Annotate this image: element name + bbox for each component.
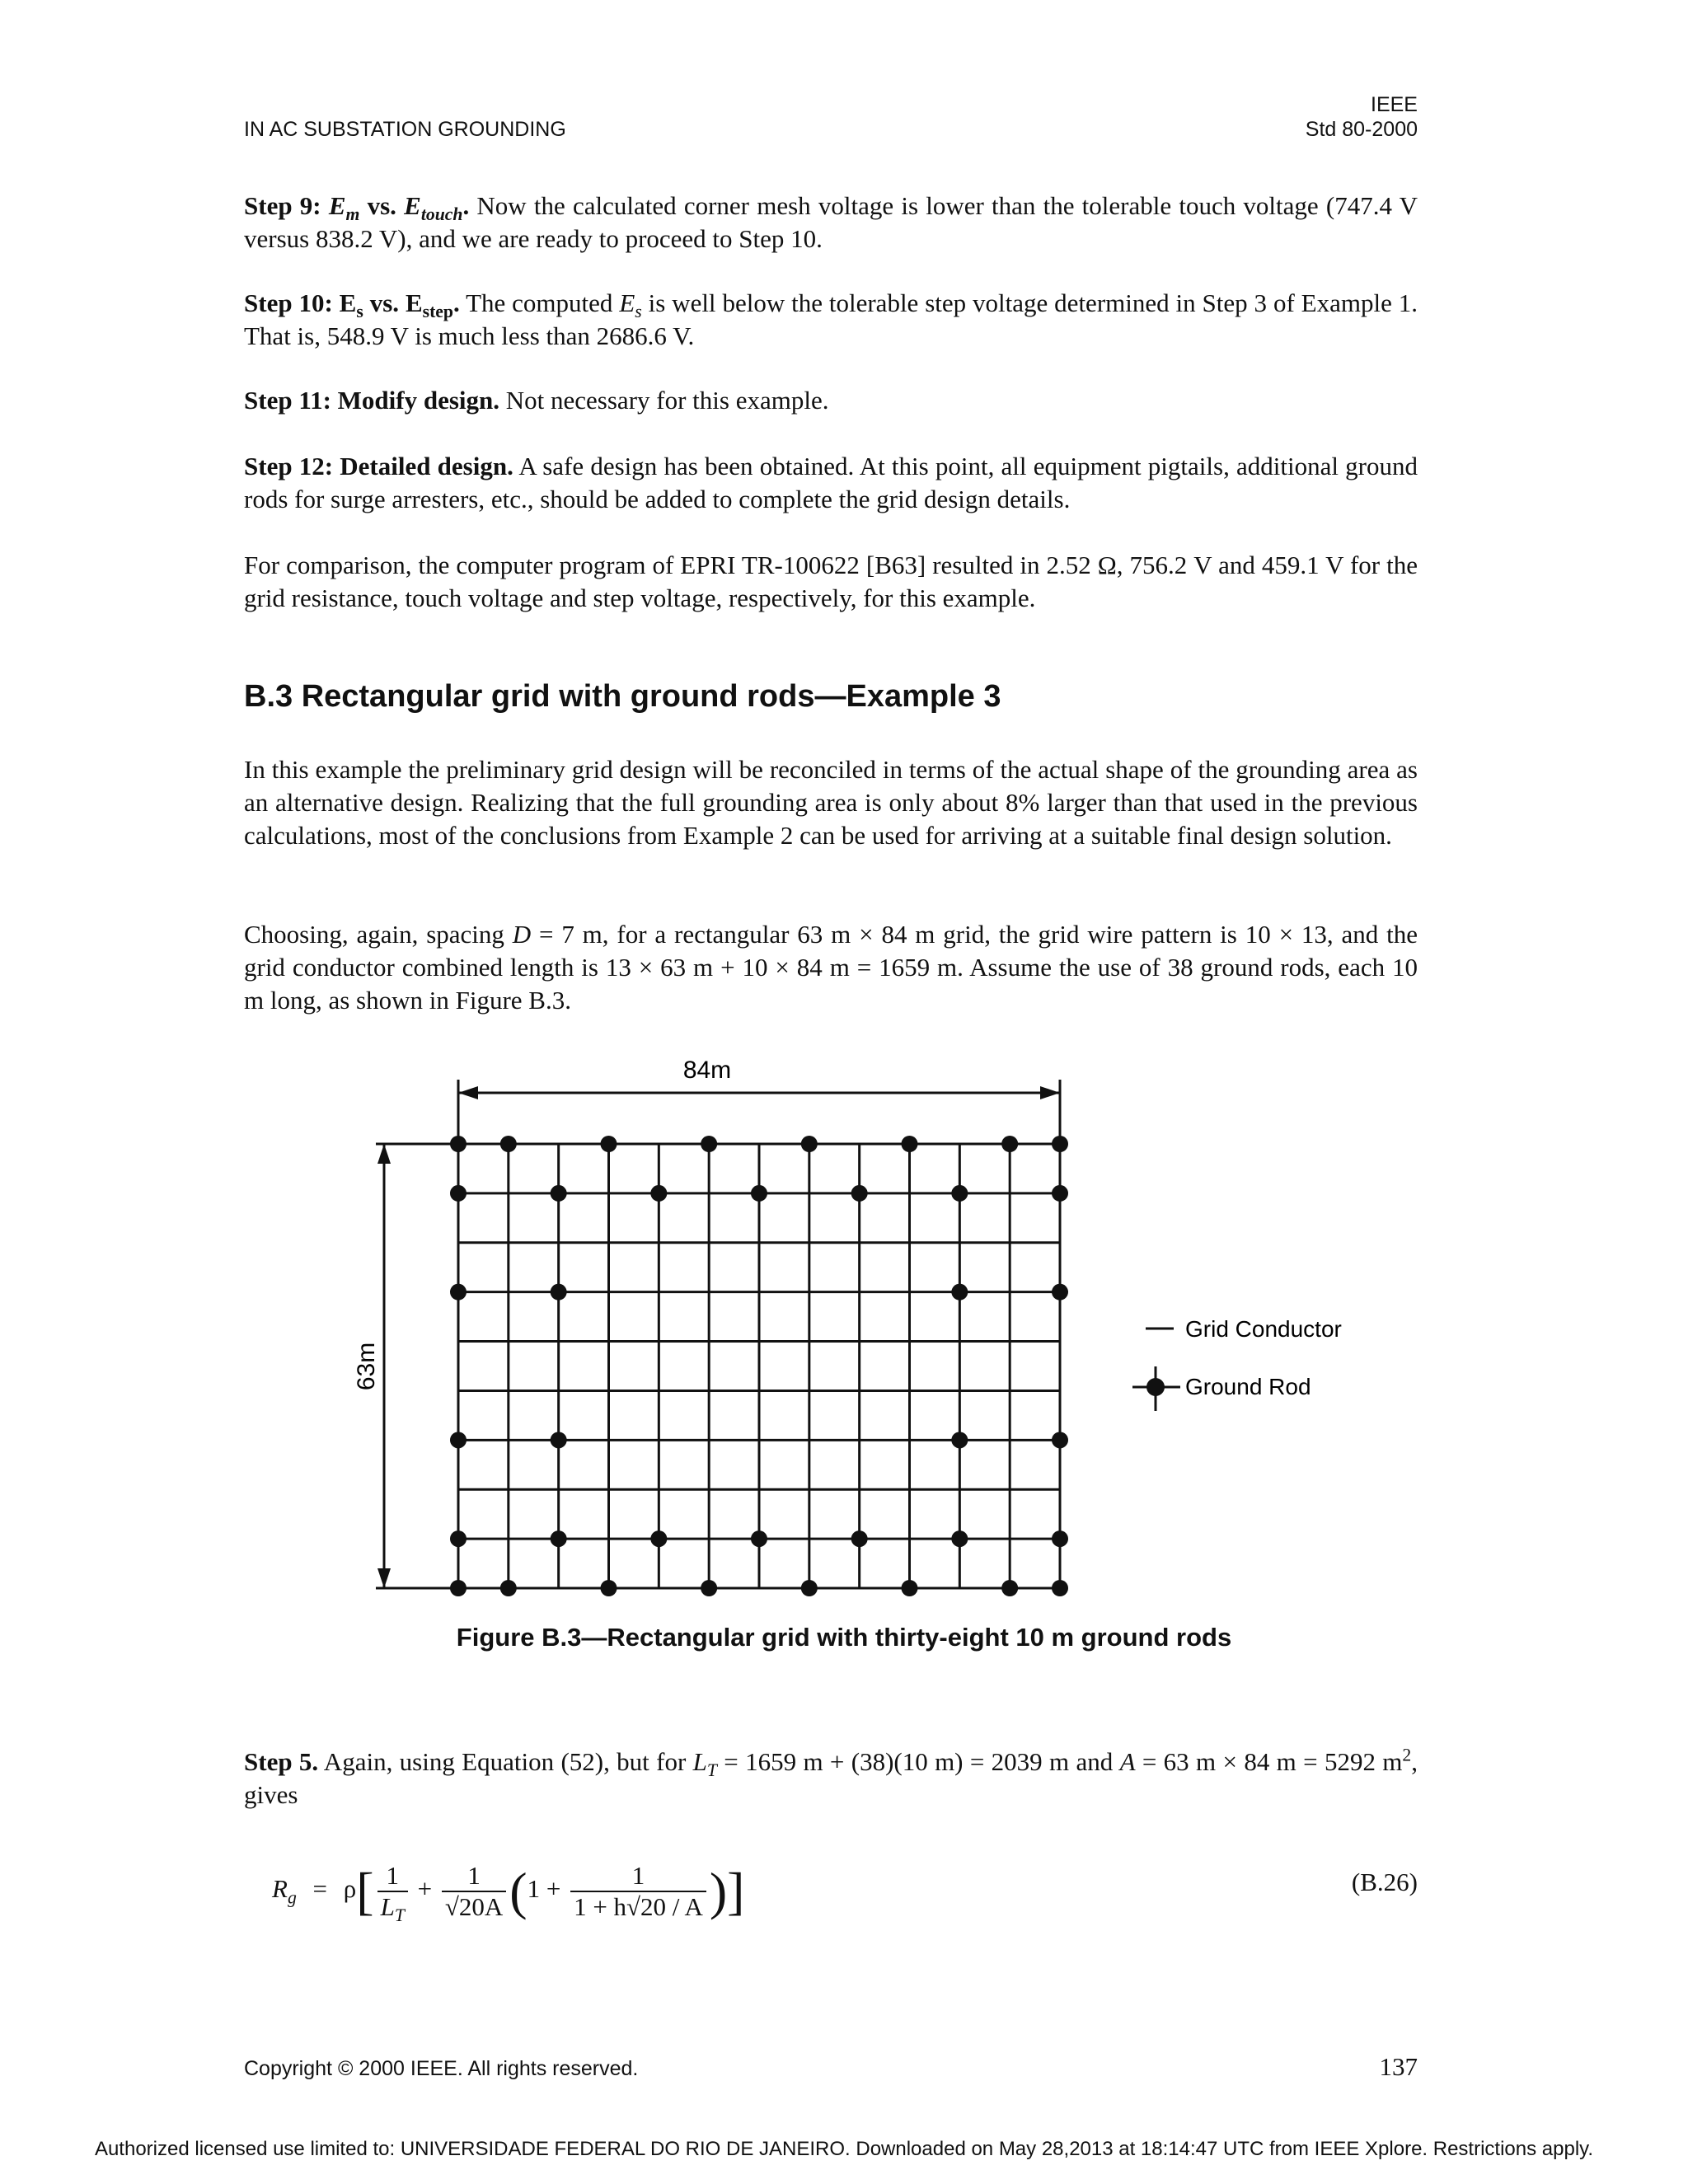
equation-number: (B.26) xyxy=(1351,1868,1418,1896)
ground-rod xyxy=(951,1185,968,1202)
step10-label: Step 10: $E_s$ vs. $E_{step}$. xyxy=(244,288,460,322)
width-dimension-label: 84m xyxy=(682,1057,732,1084)
ground-rod xyxy=(500,1580,517,1596)
step5-paragraph: Step 5. Again, using Equation (52), but for $L_T = 1659$ m + (38)(10 m) = 2039 m and A = 63 m × 84 m = 5292 $m^2$, gives xyxy=(244,1745,1418,1809)
ground-rod xyxy=(601,1136,617,1152)
ground-rod xyxy=(450,1530,467,1547)
ground-rod xyxy=(450,1136,467,1152)
ground-rod xyxy=(951,1284,968,1301)
legend-rod-label: Ground Rod xyxy=(1185,1374,1311,1399)
ground-rod xyxy=(1052,1580,1068,1596)
figure-caption: Figure B.3—Rectangular grid with thirty-eight 10 m ground rods xyxy=(456,1623,1232,1652)
ground-rod xyxy=(751,1530,767,1547)
ground-rod xyxy=(902,1580,918,1596)
step5-label: Step 5. xyxy=(244,1747,319,1776)
ground-rod xyxy=(701,1580,717,1596)
ground-rod xyxy=(450,1284,467,1301)
step9-label: Step 9: $E_m$ vs. $E_{touch}$. xyxy=(244,191,470,225)
running-header-ieee: IEEE xyxy=(1371,93,1418,116)
authorization-notice: Authorized licensed use limited to: UNIVERSIDADE FEDERAL DO RIO DE JANEIRO. Downloaded on May 28,2013 at 18:14:47 UTC from IEEE Xplore. Restrictions apply. xyxy=(94,2138,1594,2160)
ground-rod xyxy=(851,1185,868,1202)
ground-rod xyxy=(851,1530,868,1547)
step11-paragraph: Step 11: Modify design. Not necessary for this example. xyxy=(244,386,829,415)
legend-rod-swatch xyxy=(1132,1366,1180,1411)
step12-paragraph: Step 12: Detailed design. A safe design has been obtained. At this point, all equipment pigtails, additional ground rods for surge arresters, etc., should be added to complete the grid design details. xyxy=(244,452,1418,513)
width-arrow-left xyxy=(458,1086,478,1099)
copyright-notice: Copyright © 2000 IEEE. All rights reserved. xyxy=(244,2057,639,2080)
ground-rod xyxy=(1052,1530,1068,1547)
comparison-paragraph: For comparison, the computer program of EPRI TR-100622 [B63] resulted in 2.52 Ω, 756.2 V and 459.1 V for the grid resistance, touch voltage and step voltage, respectively, for this example. xyxy=(244,551,1418,612)
intro-paragraph: In this example the preliminary grid design will be reconciled in terms of the actual shape of the grounding area as an alternative design. Realizing that the full grounding area is only about 8% larger than that used in the previous calculations, most of the conclusions from Example 2 can be used for arriving at a suitable final design solution. xyxy=(244,755,1418,850)
step12-label: Step 12: Detailed design. xyxy=(244,452,513,480)
ground-rod xyxy=(801,1580,818,1596)
ground-rod xyxy=(650,1530,667,1547)
ground-rod xyxy=(450,1580,467,1596)
ground-rod xyxy=(551,1432,567,1448)
ground-rod xyxy=(751,1185,767,1202)
ground-rod xyxy=(951,1530,968,1547)
choosing-paragraph: Choosing, again, spacing D = 7 m, for a rectangular 63 m × 84 m grid, the grid wire pattern is 10 × 13, and the grid conductor combined length is 13 × 63 m + 10 × 84 m = 1659 m. Assume the use of 38 ground rods, each 10 m long, as shown in Figure B.3. xyxy=(244,920,1418,1015)
legend-conductor-label: Grid Conductor xyxy=(1185,1316,1342,1342)
running-header-left: IN AC SUBSTATION GROUNDING xyxy=(244,118,566,141)
ground-rod xyxy=(1052,1185,1068,1202)
ground-rod xyxy=(601,1580,617,1596)
ground-rod xyxy=(1001,1580,1018,1596)
ground-rod xyxy=(1052,1136,1068,1152)
height-dimension-label: 63m xyxy=(353,1342,380,1391)
ground-rod xyxy=(801,1136,818,1152)
running-header-std: Std 80-2000 xyxy=(1305,118,1418,141)
ground-rod xyxy=(1052,1432,1068,1448)
grid-conductors xyxy=(458,1144,1060,1588)
ground-rod xyxy=(1052,1284,1068,1301)
ground-rod xyxy=(951,1432,968,1448)
grid-figure xyxy=(346,1038,1434,1615)
ground-rod xyxy=(902,1136,918,1152)
section-title: B.3 Rectangular grid with ground rods—Example 3 xyxy=(244,679,1001,714)
ground-rod xyxy=(450,1185,467,1202)
equation-b26: $R_g = \rho$[ $\frac{1}{L_T}$ + $\frac{1}{√20A}$ (1 + $\frac{1}{1 + h√20 / A}$ )] (B.26) xyxy=(272,1861,1418,1926)
height-arrow-bottom xyxy=(377,1568,391,1588)
step9-paragraph xyxy=(244,190,1418,255)
ground-rod xyxy=(450,1432,467,1448)
step9-text: Now the calculated corner mesh voltage is lower than the tolerable touch voltage (747.4 V versus 838.2 V), and we are ready to proceed to Step 10. xyxy=(244,191,1418,253)
width-arrow-right xyxy=(1040,1086,1060,1099)
ground-rod xyxy=(500,1136,517,1152)
ground-rod xyxy=(551,1185,567,1202)
height-arrow-top xyxy=(377,1144,391,1164)
ground-rod xyxy=(1001,1136,1018,1152)
ground-rod xyxy=(701,1136,717,1152)
step11-label: Step 11: Modify design. xyxy=(244,386,500,415)
page-number: 137 xyxy=(1379,2052,1418,2081)
ground-rod xyxy=(650,1185,667,1202)
ground-rod xyxy=(551,1284,567,1301)
step10-paragraph: Step 10: $E_s$ vs. $E_{step}$. The computed $E_s$ is well below the tolerable step voltage determined in Step 3 of Example 1. That is, 548.9 V is much less than 2686.6 V. xyxy=(244,288,1418,350)
ground-rod xyxy=(551,1530,567,1547)
